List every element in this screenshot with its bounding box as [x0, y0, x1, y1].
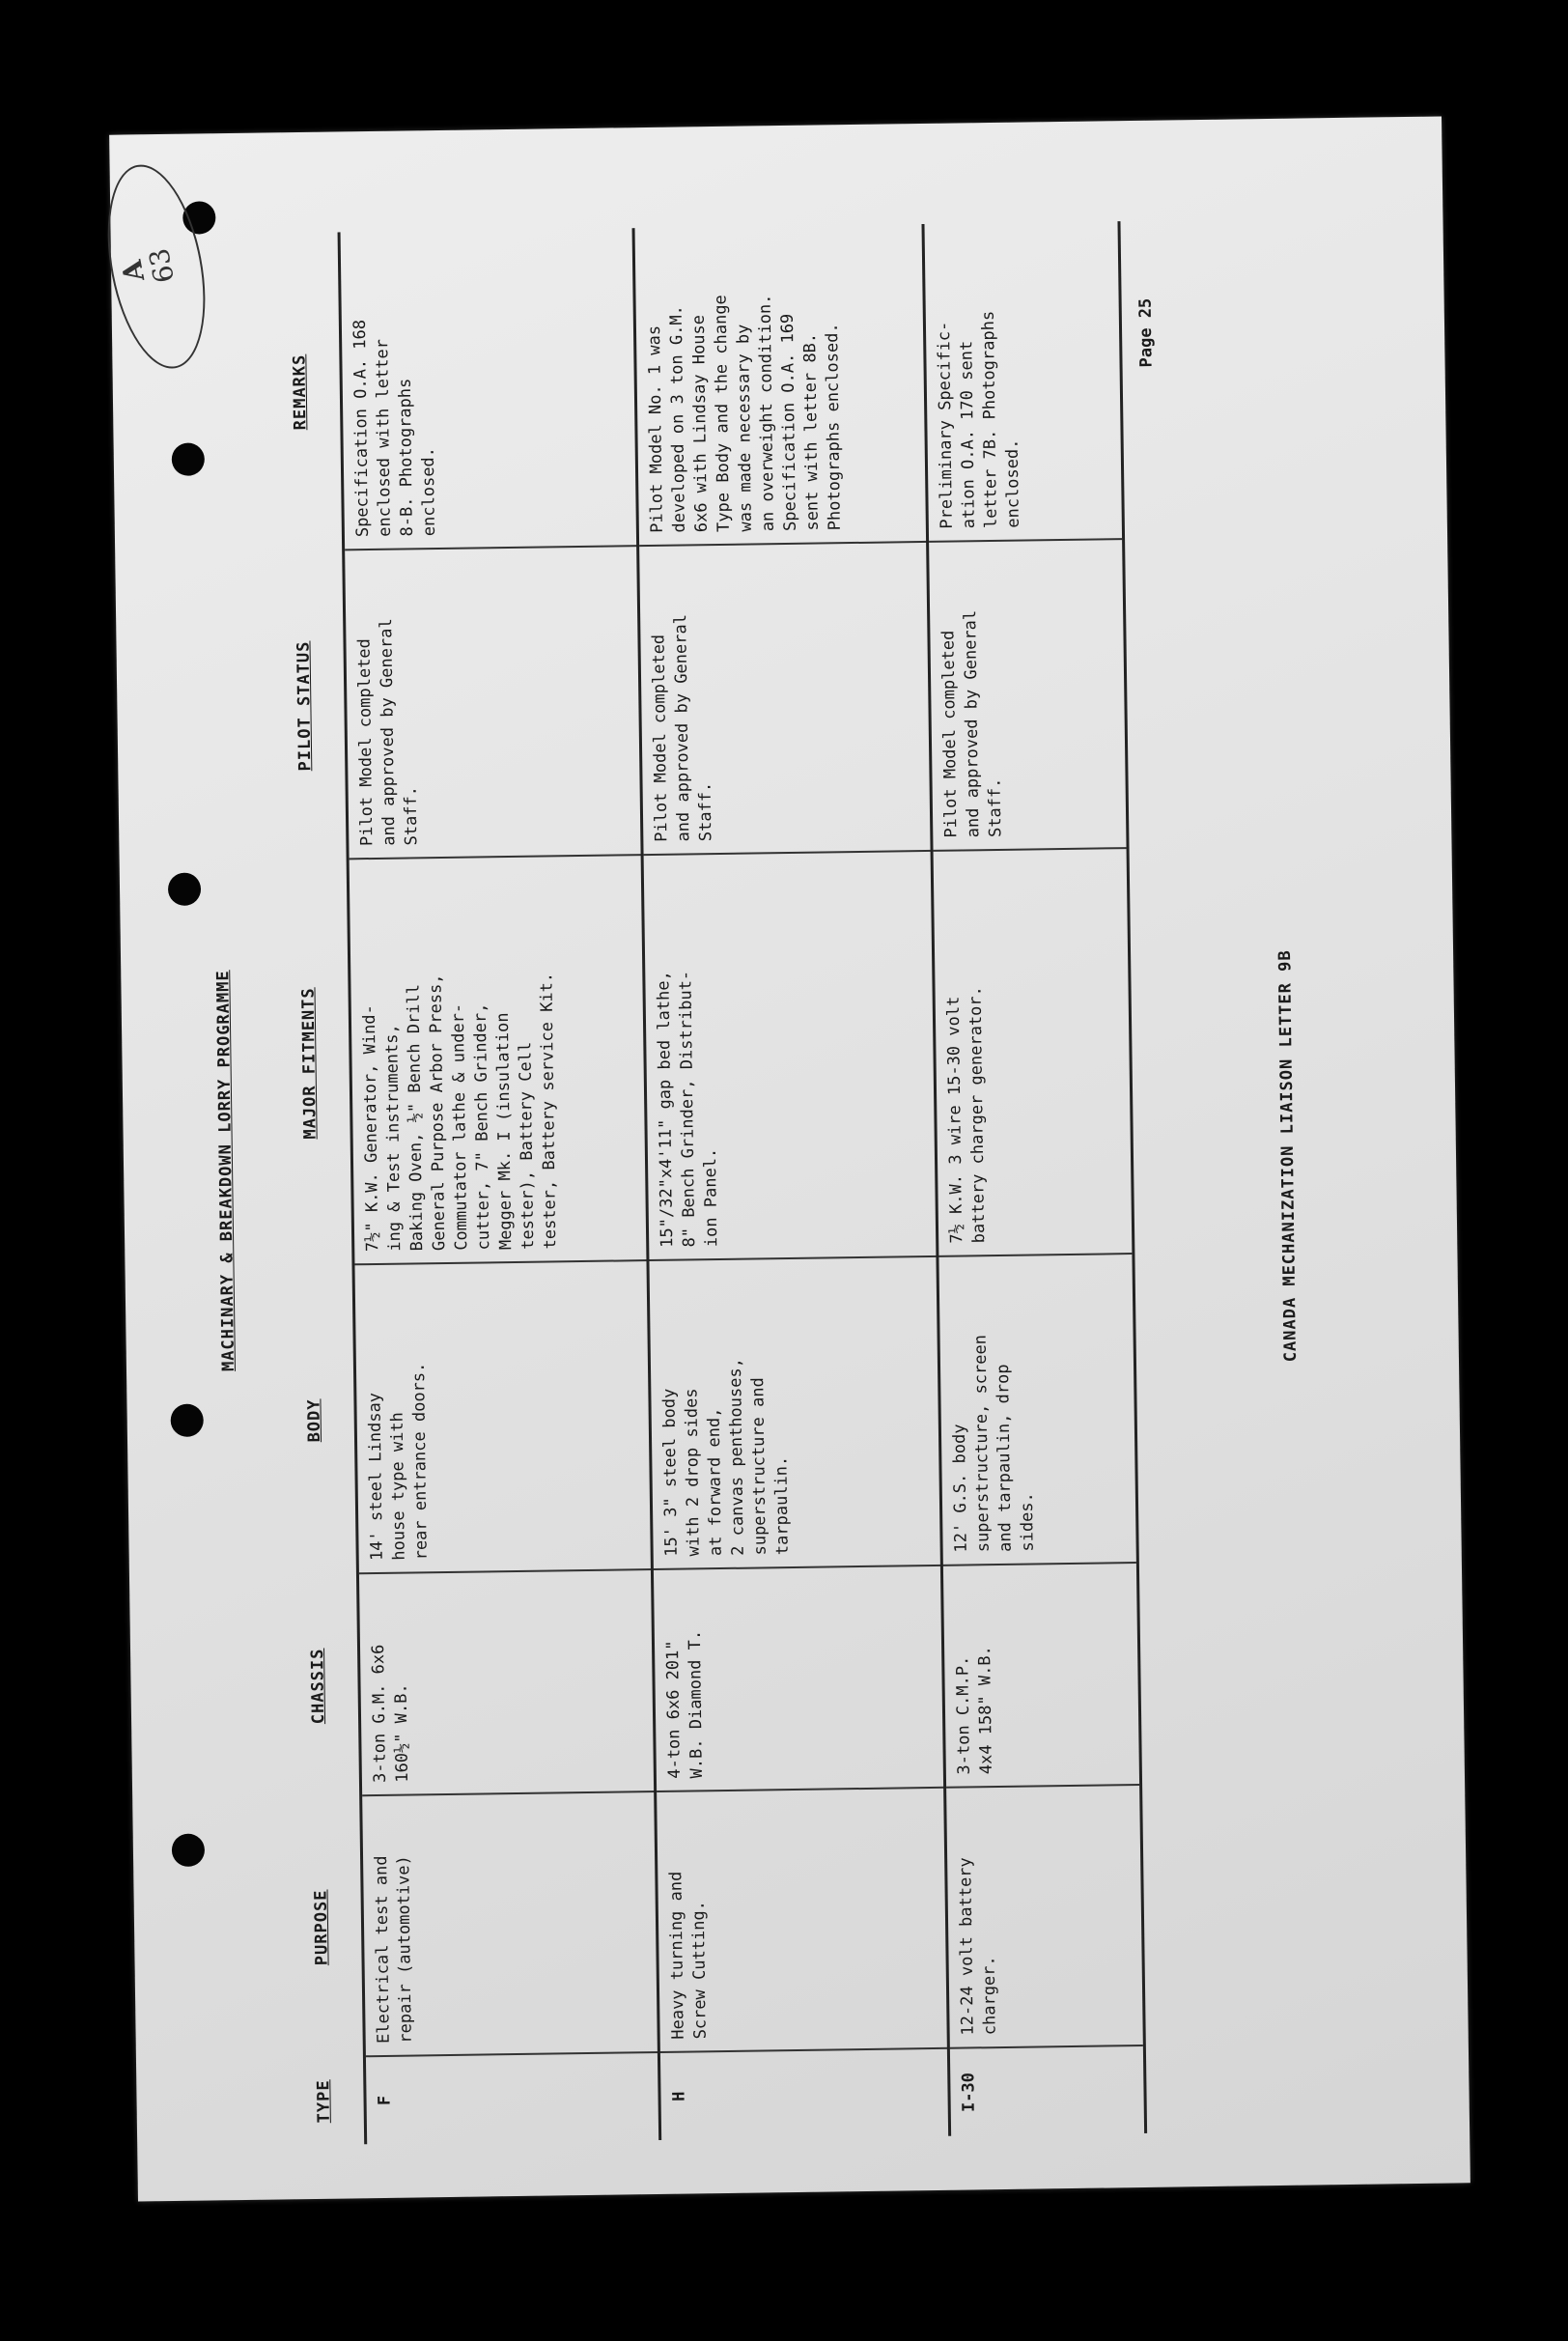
table-row — [338, 228, 662, 2144]
cell-remarks: Pilot Model No. 1 was developed on 3 ton G.M. 6x6 with Lindsay House Type Body and the change was made necessary by an overweight condition. Specification O.A. 169 sent with letter 8B. Photographs enclosed. — [635, 224, 930, 547]
cell-remarks: Specification O.A. 168 enclosed with letter 8-B. Photographs enclosed. — [341, 228, 640, 550]
cell-type: F — [375, 2095, 395, 2106]
cell-pilot-status: Pilot Model completed and approved by General Staff. — [345, 547, 643, 860]
cell-purpose: Heavy turning and Screw Cutting. — [657, 1789, 950, 2053]
cell-pilot-status: Pilot Model completed and approved by General Staff. — [929, 540, 1126, 852]
cell-body: 14' steel Lindsay house type with rear entrance doors. — [354, 1261, 653, 1574]
cell-fitments: 15"/32"x4'11" gap bed lathe, 8" Bench Grinder, Distribut- ion Panel. — [644, 852, 939, 1261]
cell-chassis: 3-ton C.M.P. 4x4 158" W.B. — [943, 1564, 1139, 1789]
document-title: MACHINARY & BREAKDOWN LORRY PROGRAMME — [213, 970, 239, 1372]
page-number: Page 25 — [1135, 297, 1157, 368]
header-major-fitments: MAJOR FITMENTS — [298, 987, 321, 1140]
cell-pilot-status: Pilot Model completed and approved by General Staff. — [639, 543, 933, 856]
rotated-content — [109, 140, 1450, 2186]
document-page — [109, 116, 1470, 2201]
cell-body: 12' G.S. body superstructure, screen and tarpaulin, drop sides. — [938, 1255, 1135, 1566]
cell-purpose: Electrical test and repair (automotive) — [362, 1792, 660, 2057]
cell-fitments: 7½" K.W. Generator, Wind- ing & Test instruments, Baking Oven, ½" Bench Drill General Purpose Arbor Press, Commutator lathe & under- cutter, 7" Bench Grinder, Megger Mk. I (insulation tester), Battery Cell tester, Battery service Kit. — [350, 856, 650, 1265]
header-pilot-status: PILOT STATUS — [294, 640, 316, 772]
header-remarks: REMARKS — [290, 353, 311, 431]
cell-type: H — [669, 2091, 689, 2101]
cell-type: I-30 — [959, 2072, 979, 2113]
cell-body: 15' 3" steel body with 2 drop sides at forward end, 2 canvas penthouses, superstructure and tarpaulin. — [649, 1257, 942, 1570]
table-row — [632, 224, 952, 2140]
header-purpose: PURPOSE — [311, 1889, 332, 1966]
header-body: BODY — [304, 1398, 325, 1443]
header-chassis: CHASSIS — [308, 1648, 329, 1725]
cell-purpose: 12-24 volt battery charger. — [946, 1786, 1143, 2049]
cell-fitments: 7½ K.W. 3 wire 15-30 volt battery charger generator. — [934, 849, 1133, 1257]
cell-chassis: 3-ton G.M. 6x6 160½" W.B. — [359, 1570, 657, 1796]
stamp-number: 63 — [142, 245, 181, 286]
table-row — [921, 221, 1147, 2136]
header-type: TYPE — [314, 2079, 334, 2124]
cell-chassis: 4-ton 6x6 201" W.B. Diamond T. — [654, 1566, 946, 1792]
stamp-letter: A — [115, 257, 152, 285]
document-footer: CANADA MECHANIZATION LIAISON LETTER 9B — [1275, 949, 1301, 1363]
cell-remarks: Preliminary Specific- ation O.A. 170 sent letter 7B. Photographs enclosed. — [924, 221, 1122, 543]
